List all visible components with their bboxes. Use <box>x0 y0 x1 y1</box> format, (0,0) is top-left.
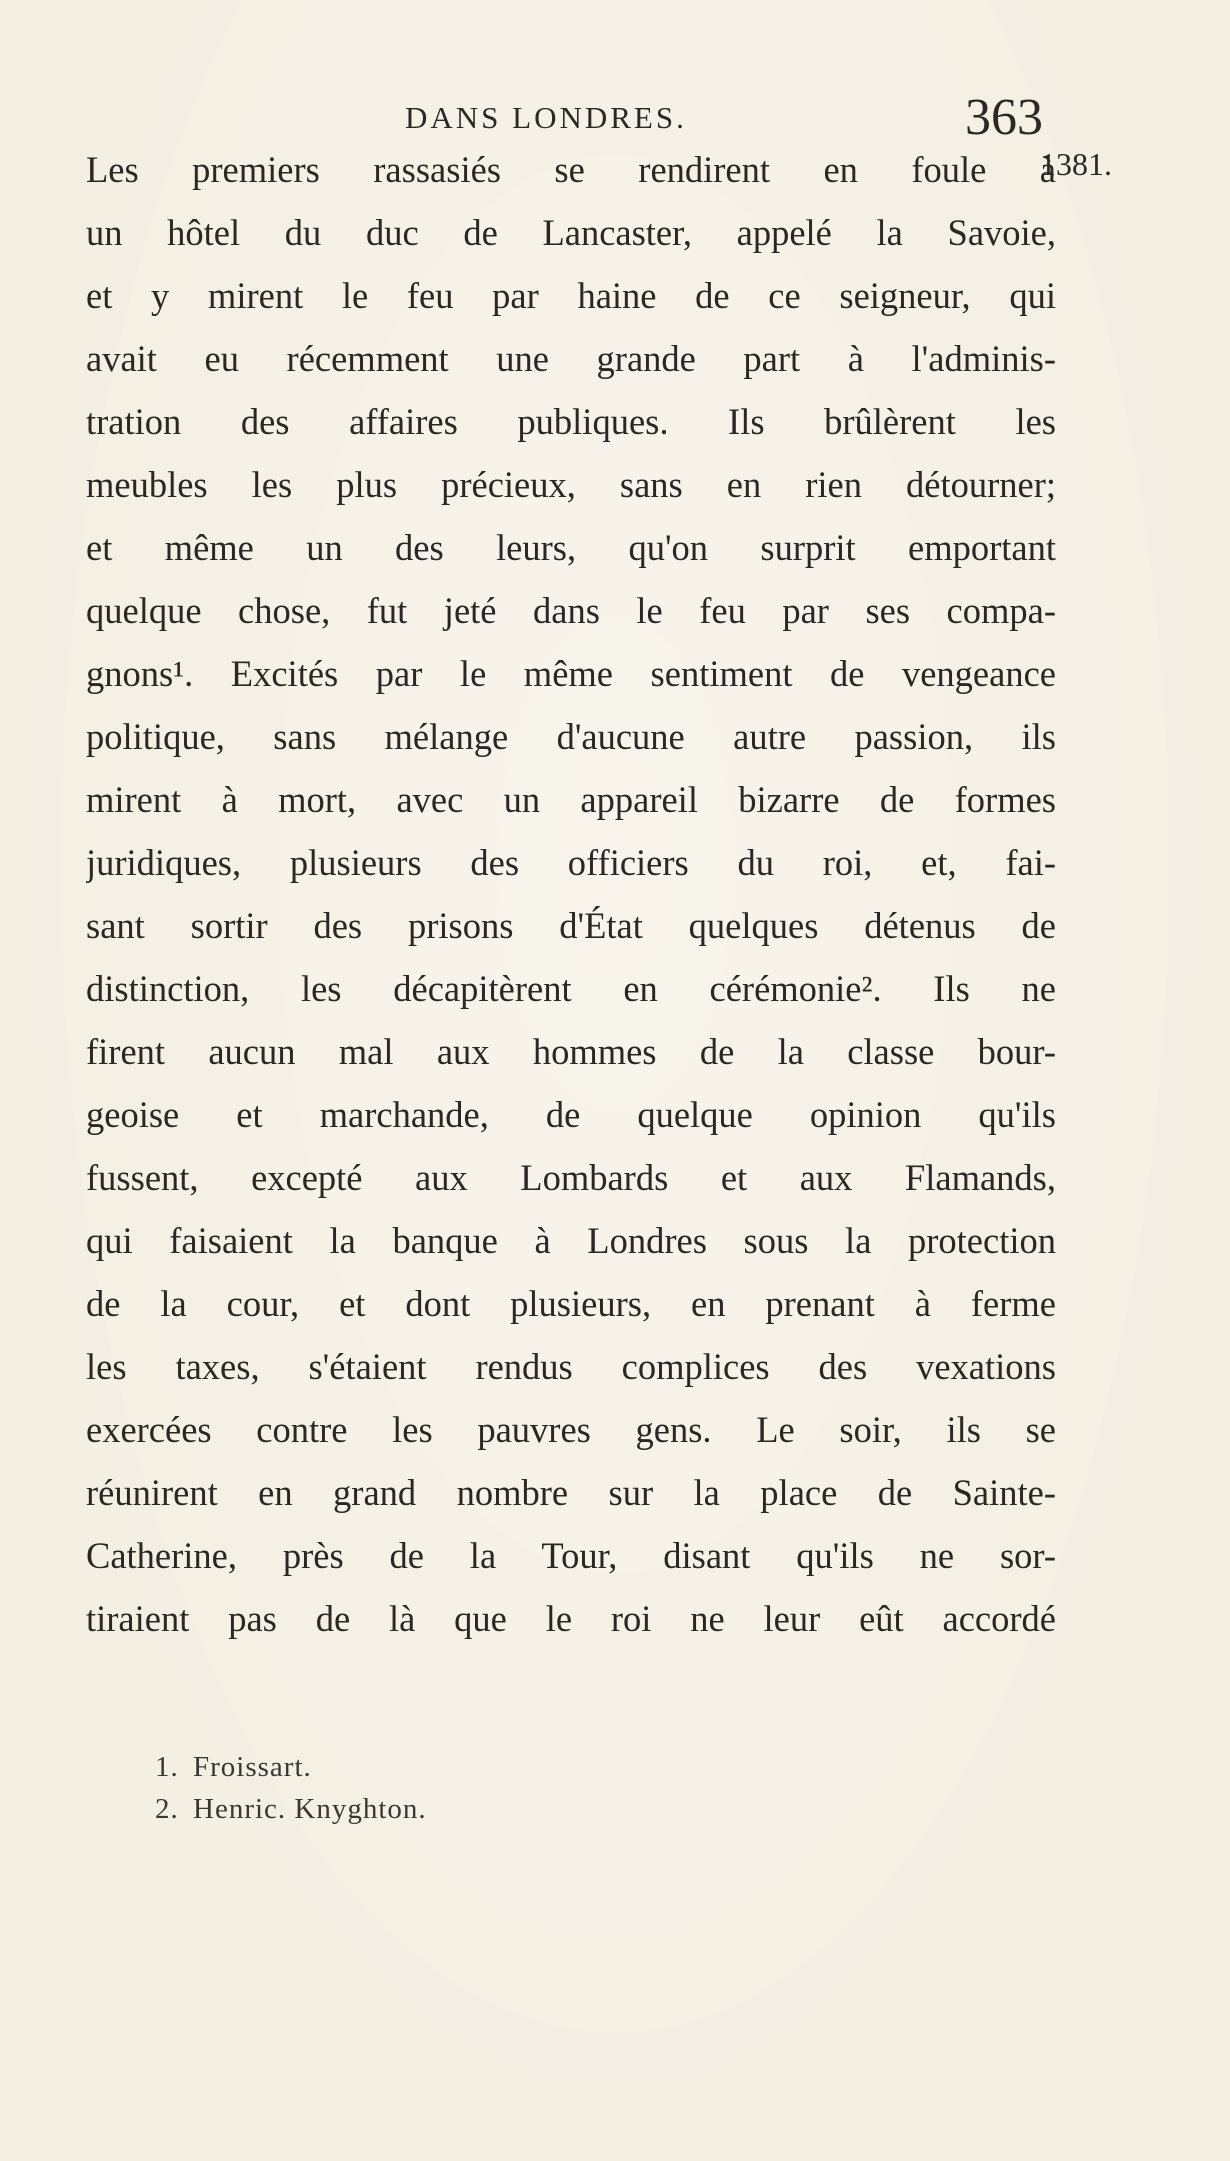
text-line: geoise et marchande, de quelque opinion qu'ils <box>86 1094 1056 1135</box>
text-line: gnons¹. Excités par le même sentiment de vengeance <box>86 653 1056 694</box>
running-head: DANS LONDRES. <box>405 100 687 135</box>
text-line: meubles les plus précieux, sans en rien détourner; <box>86 464 1056 505</box>
text-line: avait eu récemment une grande part à l'adminis- <box>86 338 1056 379</box>
text-line: distinction, les décapitèrent en cérémonie². Ils ne <box>86 968 1056 1009</box>
footnotes <box>155 1746 427 1830</box>
text-line: les taxes, s'étaient rendus complices des vexations <box>86 1346 1056 1387</box>
text-line: un hôtel du duc de Lancaster, appelé la Savoie, <box>86 212 1056 253</box>
text-line: réunirent en grand nombre sur la place de Sainte- <box>86 1472 1056 1513</box>
footnote-text: Froissart. <box>193 1751 312 1783</box>
text-line: Catherine, près de la Tour, disant qu'ils ne sor- <box>86 1535 1056 1576</box>
text-line: tration des affaires publiques. Ils brûlèrent les <box>86 401 1056 442</box>
footnote-number: 1. <box>155 1751 179 1783</box>
text-line: et même un des leurs, qu'on surprit emportant <box>86 527 1056 568</box>
text-line: mirent à mort, avec un appareil bizarre de formes <box>86 779 1056 820</box>
text-line: juridiques, plusieurs des officiers du roi, et, fai- <box>86 842 1056 883</box>
text-line: qui faisaient la banque à Londres sous la protection <box>86 1220 1056 1261</box>
text-line: sant sortir des prisons d'État quelques détenus de <box>86 905 1056 946</box>
text-line: de la cour, et dont plusieurs, en prenant à ferme <box>86 1283 1056 1324</box>
footnote-number: 2. <box>155 1793 179 1825</box>
text-line: Les premiers rassasiés se rendirent en foule à <box>86 149 1056 190</box>
text-line: firent aucun mal aux hommes de la classe bour- <box>86 1031 1056 1072</box>
page-number: 363 <box>965 89 1043 146</box>
text-line: politique, sans mélange d'aucune autre passion, ils <box>86 716 1056 757</box>
text-line: et y mirent le feu par haine de ce seigneur, qui <box>86 275 1056 316</box>
text-line: quelque chose, fut jeté dans le feu par ses compa- <box>86 590 1056 631</box>
text-line: tiraient pas de là que le roi ne leur eût accordé <box>86 1598 1056 1639</box>
margin-date: 1381. <box>1040 146 1112 182</box>
footnote-text: Henric. Knyghton. <box>193 1793 427 1825</box>
footnote <box>155 1788 427 1830</box>
footnote <box>155 1746 427 1788</box>
body-text <box>86 138 1056 1650</box>
text-line: exercées contre les pauvres gens. Le soir, ils se <box>86 1409 1056 1450</box>
text-line: fussent, excepté aux Lombards et aux Flamands, <box>86 1157 1056 1198</box>
